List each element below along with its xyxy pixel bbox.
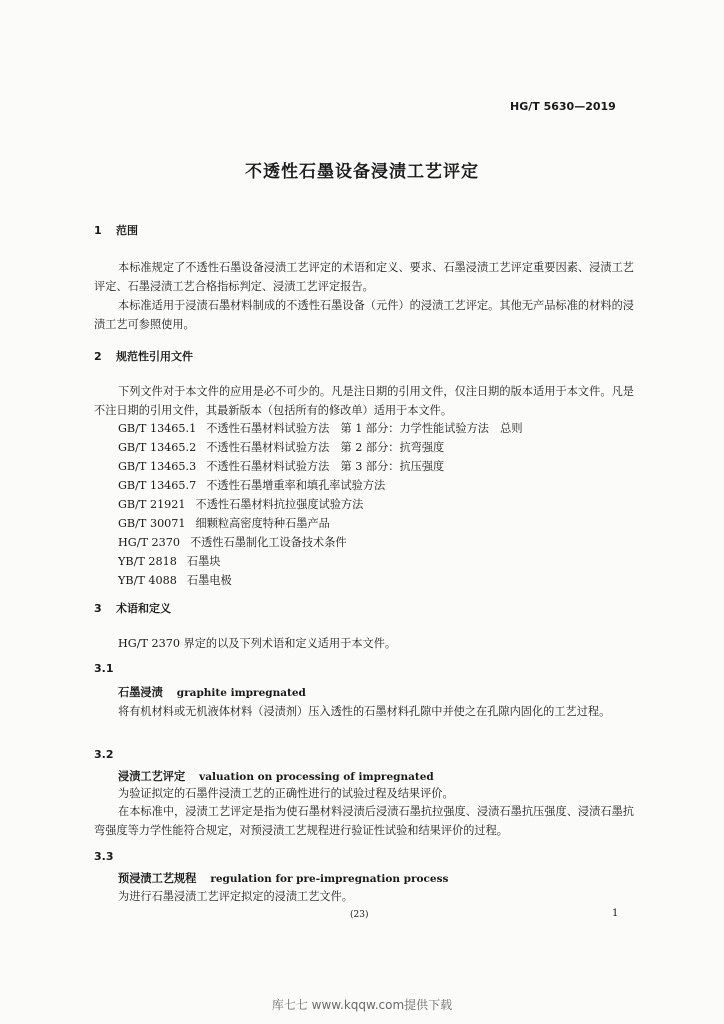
page-number: 1	[612, 908, 619, 919]
center-folio: (23)	[350, 910, 369, 920]
scope-paragraph-2: 本标准适用于浸渍石墨材料制成的不透性石墨设备（元件）的浸渍工艺评定。其他无产品标准的材料的浸渍工艺可参照使用。	[94, 299, 634, 331]
reference-item: GB/T 13465.2 不透性石墨材料试验方法 第 2 部分：抗弯强度	[118, 441, 445, 454]
section-3-heading: 3 术语和定义	[94, 602, 171, 615]
download-watermark: 库七七 www.kqqw.com提供下载	[271, 998, 453, 1012]
scope-paragraph-1: 本标准规定了不透性石墨设备浸渍工艺评定的术语和定义、要求、石墨浸渍工艺评定重要因素、浸渍工艺评定、石墨浸渍工艺合格指标判定、浸渍工艺评定报告。	[94, 261, 634, 293]
document-title: 不透性石墨设备浸渍工艺评定	[245, 162, 479, 182]
term-3-3-title: 预浸渍工艺规程 regulation for pre-impregnation process	[118, 871, 449, 885]
reference-item: YB/T 2818 石墨块	[118, 555, 221, 568]
reference-item: YB/T 4088 石墨电极	[118, 574, 232, 587]
term-3-3-definition: 为进行石墨浸渍工艺评定拟定的浸渍工艺文件。	[118, 890, 353, 903]
term-3-1-title: 石墨浸渍 graphite impregnated	[118, 685, 306, 699]
section-2-heading: 2 规范性引用文件	[94, 350, 193, 363]
term-3-2-number: 3.2	[94, 748, 114, 761]
reference-item: GB/T 13465.1 不透性石墨材料试验方法 第 1 部分：力学性能试验方法 总则	[118, 422, 523, 435]
references-intro: 下列文件对于本文件的应用是必不可少的。凡是注日期的引用文件，仅注日期的版本适用于本文件。凡是不注日期的引用文件，其最新版本（包括所有的修改单）适用于本文件。	[94, 385, 634, 417]
reference-item: GB/T 13465.3 不透性石墨材料试验方法 第 3 部分：抗压强度	[118, 460, 445, 473]
reference-item: GB/T 21921 不透性石墨材料抗拉强度试验方法	[118, 498, 364, 511]
term-3-3-number: 3.3	[94, 850, 114, 863]
standard-code: HG/T 5630—2019	[510, 100, 616, 113]
section-1-heading: 1 范围	[94, 224, 138, 237]
term-3-2-note: 在本标准中，浸渍工艺评定是指为使石墨材料浸渍后浸渍石墨抗拉强度、浸渍石墨抗压强度、浸渍石墨抗弯强度等力学性能符合规定，对预浸渍工艺规程进行验证性试验和结果评价的过程。	[94, 805, 634, 837]
reference-item: HG/T 2370 不透性石墨制化工设备技术条件	[118, 536, 347, 549]
term-3-2-title: 浸渍工艺评定 valuation on processing of impregnated	[118, 769, 434, 783]
terms-intro: HG/T 2370 界定的以及下列术语和定义适用于本文件。	[118, 637, 397, 650]
term-3-1-definition: 将有机材料或无机液体材料（浸渍剂）压入透性的石墨材料孔隙中并使之在孔隙内固化的工艺过程。	[118, 705, 611, 718]
term-3-1-number: 3.1	[94, 662, 114, 675]
term-3-2-definition: 为验证拟定的石墨件浸渍工艺的正确性进行的试验过程及结果评价。	[118, 787, 454, 800]
reference-item: GB/T 13465.7 不透性石墨增重率和填孔率试验方法	[118, 479, 386, 492]
reference-item: GB/T 30071 细颗粒高密度特种石墨产品	[118, 517, 330, 530]
